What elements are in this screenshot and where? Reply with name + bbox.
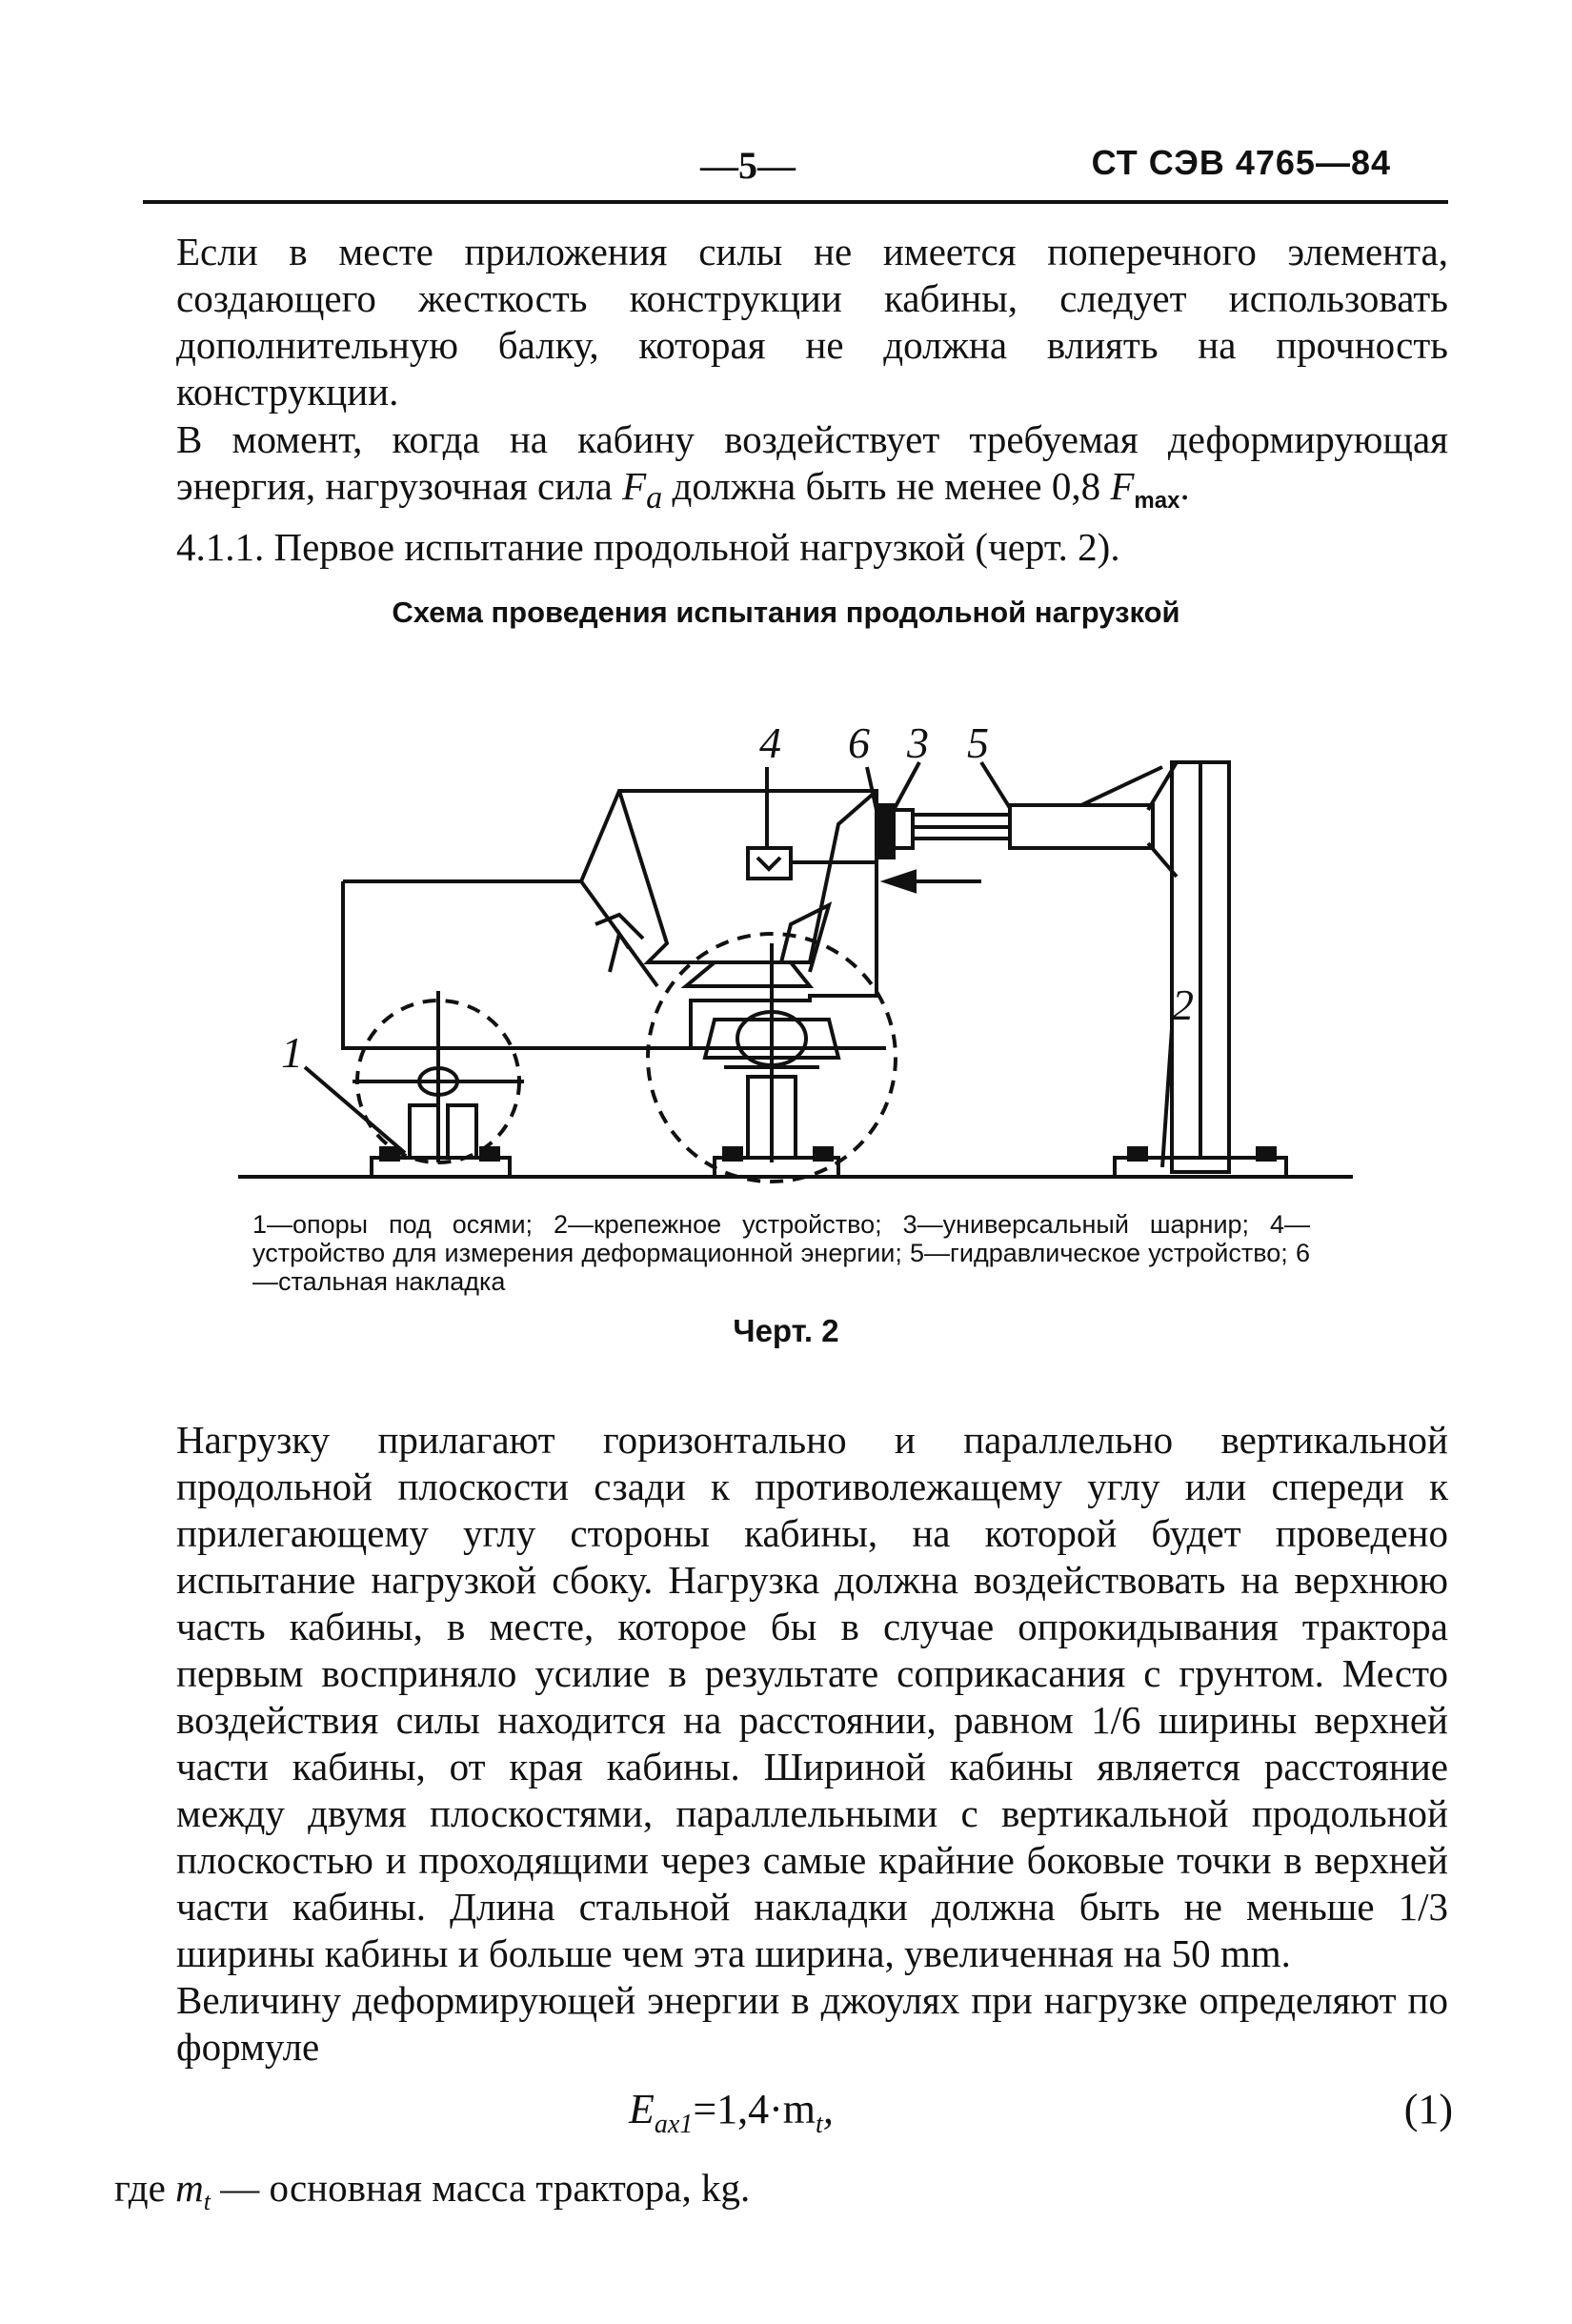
- clause-4-1-1: 4.1.1. Первое испытание продольной нагрузкой (черт. 2).: [176, 525, 1120, 570]
- symbol-Fmax-sub: max: [1134, 488, 1180, 515]
- where-text: — основная масса трактора, kg.: [220, 2166, 751, 2210]
- paragraph-1-text: Если в месте приложения силы не имеется поперечного элемента, создающего жесткость конструкции кабины, следует использовать дополнительную балку, которая не должна влиять на прочность конструкции.: [176, 230, 1448, 414]
- figure-caption: 1—опоры под осями; 2—крепежное устройство; 3—универсальный шарнир; 4—устройство для измерения деформационной энергии; 5—гидравлическое устройство; 6—стальная накладка: [252, 1210, 1310, 1296]
- paragraph-2-text-a: В момент, когда на кабину воздействует требуемая деформирующая энергия, нагрузочная сила: [176, 417, 1448, 508]
- where-prefix: где: [114, 2166, 166, 2210]
- steel-plate: [877, 805, 894, 858]
- symbol-Fmax: F: [1110, 464, 1135, 508]
- header-rule: [143, 200, 1448, 204]
- where-symbol: m: [175, 2166, 204, 2210]
- page-number: —5—: [700, 144, 796, 187]
- formula-rest-sub: t: [816, 2109, 823, 2139]
- paragraph-2-end: .: [1179, 464, 1190, 508]
- formula-E: E: [629, 2086, 655, 2132]
- figure-label-6: 6: [848, 718, 870, 767]
- where-symbol-sub: t: [203, 2188, 211, 2216]
- formula-comma: ,: [822, 2086, 834, 2132]
- hydraulic-cylinder: [1010, 805, 1153, 848]
- test-scheme-figure: [219, 657, 1362, 1191]
- figure-label-2: 2: [1172, 980, 1194, 1029]
- energy-measuring-device: [748, 848, 791, 879]
- symbol-F: F: [622, 464, 647, 508]
- figure-title: Схема проведения испытания продольной нагрузкой: [392, 596, 1180, 629]
- paragraph-4: Величину деформирующей энергии в джоулях при нагрузке определяют по формуле: [176, 1978, 1448, 2069]
- figure-number: Черт. 2: [733, 1313, 839, 1348]
- symbol-F-sub: a: [646, 480, 663, 516]
- figure-label-5: 5: [967, 718, 989, 767]
- paragraph-2: [176, 416, 1448, 571]
- paragraph-3: Нагрузку прилагают горизонтально и параллельно вертикальной продольной плоскости сзади к противолежащему углу или спереди к прилегающему углу стороны кабины, на которой будет проведено испытание нагрузкой сбоку. Нагрузка должна воздействовать на верхнюю часть кабины, в месте, которое бы в случае опрокидывания трактора первым восприняло усилие в результате соприкасания с грунтом. Место воздействия силы находится на расстоянии, равном 1/6 ширины верхней части кабины, от края кабины. Шириной кабины является расстояние между двумя плоскостями, параллельными с вертикальной продольной плоскостью и проходящими через самые крайние боковые точки в верхней части кабины. Длина стальной накладки должна быть не меньше 1/3 ширины кабины и больше чем эта ширина, увеличенная на 50 mm.: [176, 1418, 1448, 1975]
- figure-label-4: 4: [759, 718, 781, 767]
- page-header: [0, 143, 1572, 187]
- paragraph-2-text-b: должна быть не менее 0,8: [672, 464, 1101, 508]
- formula-rest: =1,4·m: [693, 2086, 816, 2132]
- figure-label-1: 1: [281, 1028, 303, 1077]
- formula-1: [0, 2085, 1572, 2142]
- standard-code: СТ СЭВ 4765—84: [1091, 143, 1391, 182]
- formula-number: (1): [1403, 2086, 1453, 2132]
- formula-expression: [629, 2085, 834, 2140]
- seat: [686, 962, 810, 986]
- formula-E-sub: ax1: [654, 2109, 694, 2139]
- figure-label-3: 3: [907, 718, 929, 767]
- where-line: [114, 2165, 750, 2216]
- paragraph-1: [176, 229, 1448, 415]
